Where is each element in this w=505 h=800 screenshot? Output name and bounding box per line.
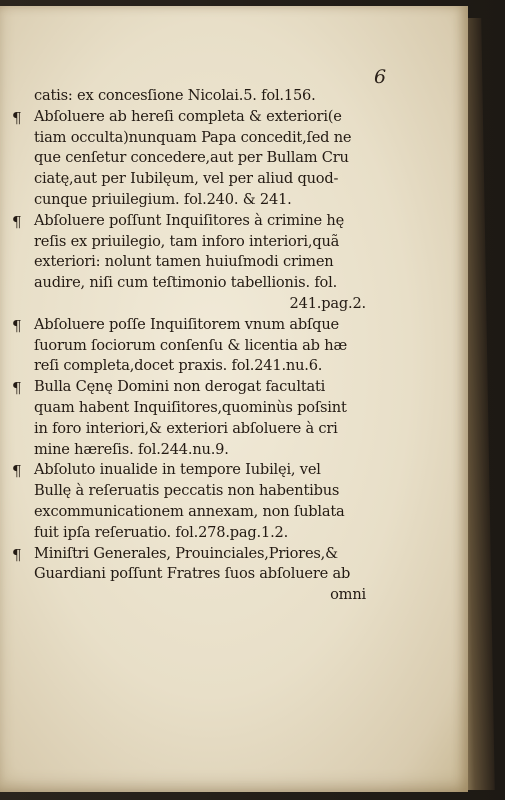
index-entry: [10, 107, 368, 211]
index-entry: [10, 460, 368, 543]
text-line: ciatę,aut per Iubilęum, vel per aliud quod-: [34, 170, 339, 188]
text-line: reſis ex priuilegio, tam inforo interiori,quã: [34, 232, 340, 250]
pilcrow-icon: ¶: [12, 316, 22, 335]
index-entry: [10, 377, 368, 460]
index-entry: [10, 315, 368, 377]
pilcrow-icon: ¶: [12, 545, 22, 564]
index-entry: [10, 211, 368, 315]
text-line: reſi completa,docet praxis. fol.241.nu.6.: [34, 357, 323, 375]
text-line: tiam occulta)nunquam Papa concedit,ſed ne: [34, 128, 352, 146]
text-line: Abſoluto inualide in tempore Iubilęi, vel: [34, 461, 321, 479]
text-line: Miniſtri Generales, Prouinciales,Priores,&: [34, 544, 338, 562]
text-line: Bullę à reſeruatis peccatis non habentibus: [34, 482, 340, 500]
pilcrow-icon: ¶: [12, 212, 22, 231]
text-line: cunque priuilegium. fol.240. & 241.: [34, 190, 292, 208]
pilcrow-icon: ¶: [12, 379, 22, 398]
pilcrow-icon: ¶: [12, 108, 22, 127]
book-page: [0, 6, 468, 792]
text-line: ſuorum ſociorum conſenſu & licentia ab hæ: [34, 336, 347, 354]
text-line: que cenſetur concedere,aut per Bullam Cru: [34, 149, 349, 167]
catchword: omni: [330, 586, 366, 604]
text-line: Guardiani poſſunt Fratres ſuos abſoluere ab: [34, 565, 351, 583]
text-line: Abſoluere poſſunt Inquiſitores à crimine hę: [34, 211, 345, 229]
index-text-block: [10, 86, 368, 606]
text-line: fuit ipſa reſeruatio. fol.278.pag.1.2.: [34, 523, 289, 541]
index-entry: [10, 544, 368, 606]
text-line: excommunicationem annexam, non ſublata: [34, 502, 345, 520]
text-line: exteriori: nolunt tamen huiuſmodi crimen: [34, 253, 334, 271]
page-number: 6: [374, 66, 387, 88]
text-line: Abſoluere poſſe Inquiſitorem vnum abſque: [34, 315, 339, 333]
text-line: Abſoluere ab hereſi completa & exteriori(e: [34, 107, 342, 125]
pilcrow-icon: ¶: [12, 462, 22, 481]
text-line: audire, niſi cum teſtimonio tabellionis. fol.: [34, 274, 338, 292]
text-line: Bulla Cęnę Domini non derogat facultati: [34, 378, 326, 396]
index-entry: [10, 86, 368, 107]
text-line: in foro interiori,& exteriori abſoluere à cri: [34, 419, 338, 437]
folio-reference: 241.pag.2.: [289, 294, 366, 312]
text-line: mine hæreſis. fol.244.nu.9.: [34, 440, 229, 458]
text-line: quam habent Inquiſitores,quominùs poſsint: [34, 398, 347, 416]
text-line: catis: ex concesſione Nicolai.5. fol.156.: [34, 87, 316, 104]
